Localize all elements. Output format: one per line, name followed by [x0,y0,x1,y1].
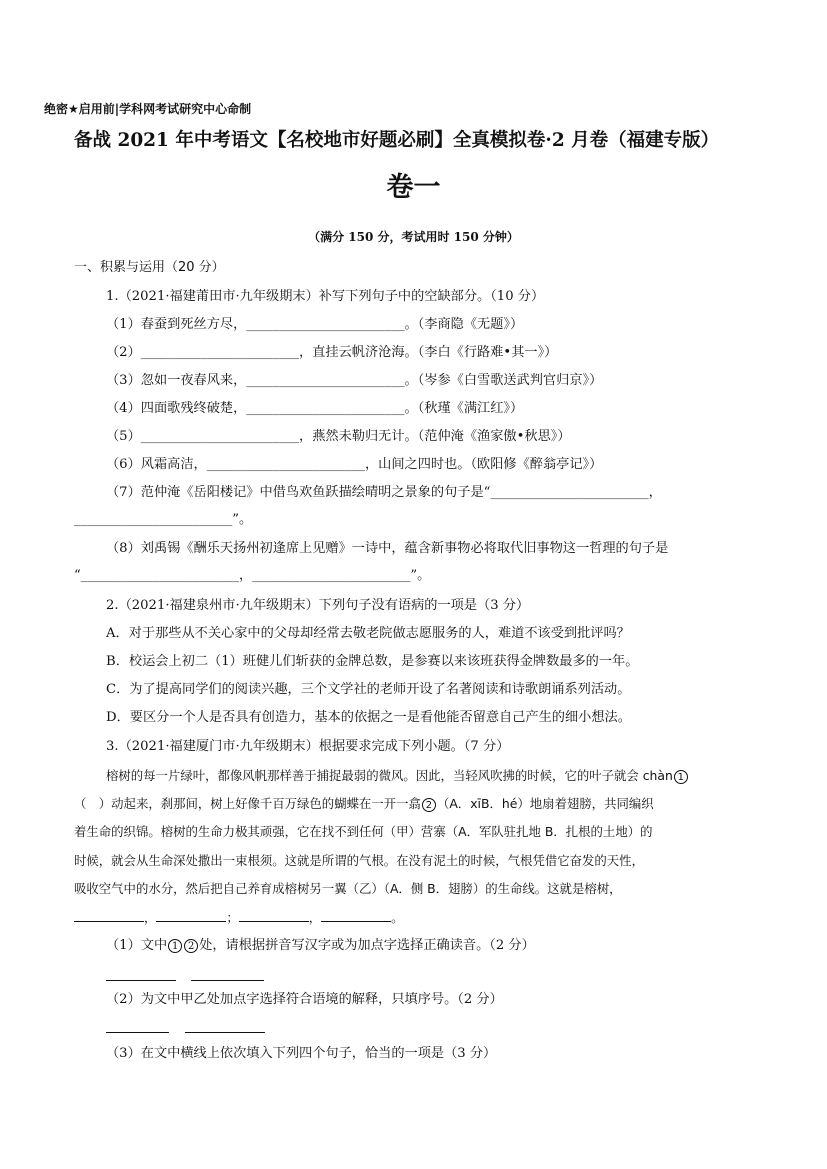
q1-item-7: （7）范仲淹《岳阳楼记》中借鸟欢鱼跃描绘晴明之景象的句子是“________________________， [106,485,662,500]
exam-title: 备战 2021 年中考语文【名校地市好题必刷】全真模拟卷·2 月卷（福建专版） [74,130,720,151]
punct: ； [226,910,239,925]
fill-blank-3[interactable] [239,909,309,922]
q3-passage-line-3: 着生命的织锦。榕树的生命力极其顽强，它在找不到任何（甲）营寨（A．军队驻扎地 B．扎根的土地）的 [74,824,653,839]
q1-item-5: （5）________________________，燕然未勒归无计。（范仲淹《渔家傲•秋思》） [106,429,571,444]
punct: 。 [391,910,404,925]
q3-passage-line-5: 吸收空气中的水分，然后把自己养育成榕树另一翼（乙）（A．侧 B．翅膀）的生命线。这就是榕树， [74,881,622,896]
volume-title: 卷一 [386,172,441,203]
sub-text: （1）文中 [106,938,168,953]
q1-item-7-cont: ________________________”。 [74,512,253,527]
passage-text: （ ）动起来，刹那间，树上好像千百万绿色的蝴蝶在一开一翕 [74,796,421,811]
q3-stem: 3.（2021·福建厦门市·九年级期末）根据要求完成下列小题。（7 分） [106,739,510,754]
section-title: 一、积累与运用（20 分） [74,260,225,275]
q1-item-2: （2）________________________，直挂云帆济沧海。（李白《行路难•其一》） [106,345,558,360]
q3-passage-line-6 [74,909,404,927]
q1-item-4: （4）四面歌残终破楚，________________________。（秋瑾《满江红》） [106,401,524,416]
answer-line-1a[interactable] [106,980,176,981]
answer-line-2a[interactable] [106,1032,169,1033]
circled-number-1: 1 [674,770,688,784]
q2-option-d: D．要区分一个人是否具有创造力，基本的依据之一是看他能否留意自己产生的细小想法。 [106,710,631,725]
q3-sub-1 [106,937,535,955]
score-note: （满分 150 分，考试用时 150 分钟） [308,230,519,244]
q3-passage-line-4: 时候，就会从生命深处撒出一束根须。这就是所谓的气根。在没有泥土的时候，气根凭借它奋发的天性， [74,853,644,868]
passage-text: 榕树的每一片绿叶，都像风帆那样善于捕捉最弱的微风。因此，当轻风吹拂的时候，它的叶子就会 chàn [106,768,673,783]
sub-text: 处，请根据拼音写汉字或为加点字选择正确读音。（2 分） [199,938,535,953]
circled-number-2: 2 [184,939,198,953]
fill-blank-1[interactable] [74,909,144,922]
q2-option-b: B．校运会上初二（1）班健儿们斩获的金牌总数，是参赛以来该班获得金牌数最多的一年。 [106,654,639,669]
q3-sub-3: （3）在文中横线上依次填入下列四个句子，恰当的一项是（3 分） [106,1046,497,1061]
fill-blank-4[interactable] [321,909,391,922]
fill-blank-2[interactable] [156,909,226,922]
q2-stem: 2.（2021·福建泉州市·九年级期末）下列句子没有语病的一项是（3 分） [106,598,530,613]
q3-sub-2: （2）为文中甲乙处加点字选择符合语境的解释，只填序号。（2 分） [106,992,503,1007]
q3-passage-line-1 [106,767,689,785]
punct: ， [144,910,157,925]
q2-option-c: C．为了提高同学们的阅读兴趣，三个文学社的老师开设了名著阅读和诗歌朗诵系列活动。 [106,682,631,697]
passage-text: （A．xīB．hé）地扇着翅膀，共同编织 [436,796,654,811]
q1-item-8-cont: “________________________，________________________”。 [74,568,431,583]
q1-item-8: （8）刘禹锡《酬乐天扬州初逢席上见赠》一诗中，蕴含新事物必将取代旧事物这一哲理的句子是 [106,541,669,556]
q3-passage-line-2 [74,795,654,813]
punct: ， [308,910,322,925]
circled-number-1: 1 [168,939,182,953]
circled-number-2: 2 [422,798,436,812]
q1-item-1: （1）春蚕到死丝方尽，________________________。（李商隐《无题》） [106,317,524,332]
answer-line-2b[interactable] [185,1032,265,1033]
confidential-label: 绝密★启用前|学科网考试研究中心命制 [44,102,252,116]
answer-line-1b[interactable] [191,980,264,981]
q1-stem: 1.（2021·福建莆田市·九年级期末）补写下列句子中的空缺部分。（10 分） [106,289,545,304]
q1-item-6: （6）风霜高洁，________________________，山间之四时也。（欧阳修《醉翁亭记》） [106,457,603,472]
q2-option-a: A．对于那些从不关心家中的父母却经常去敬老院做志愿服务的人，难道不该受到批评吗？ [106,626,630,641]
q1-item-3: （3）忽如一夜春风来，________________________。（岑参《白雪歌送武判官归京》） [106,373,603,388]
